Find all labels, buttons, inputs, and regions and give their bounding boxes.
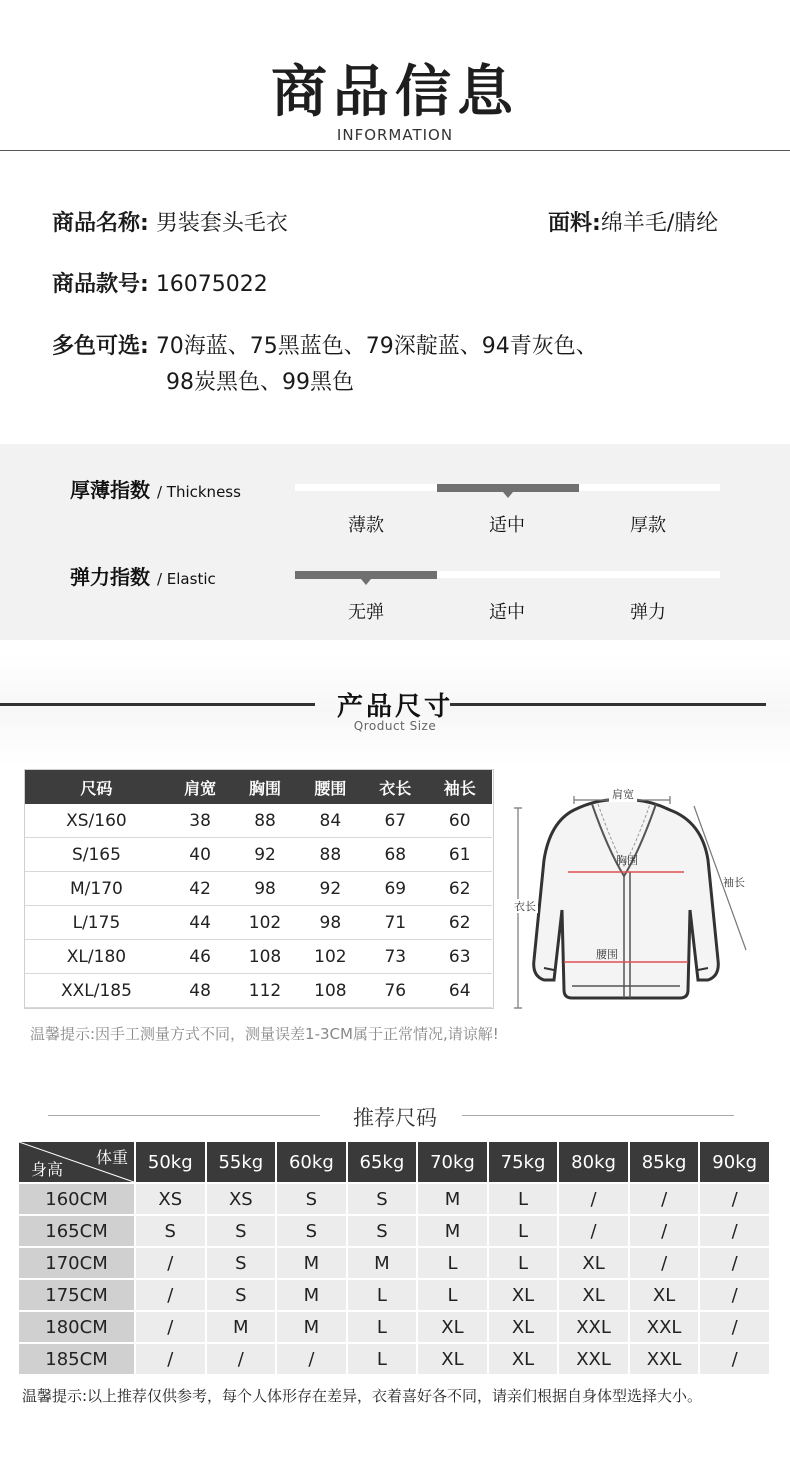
recommend-table [19, 1142, 771, 1374]
recommended-size-cell: XXL [558, 1311, 629, 1343]
height-cell: 165CM [19, 1215, 135, 1247]
recommended-size-cell: / [699, 1343, 770, 1374]
recommended-size-cell: S [347, 1215, 418, 1247]
recommended-size-cell: S [206, 1279, 277, 1311]
size-section-subtitle: Qroduct Size [353, 719, 437, 733]
recommended-size-cell: L [417, 1247, 488, 1279]
recommended-size-cell: XL [417, 1311, 488, 1343]
size-cell-waist: 98 [298, 906, 363, 940]
size-cell-length: 68 [363, 838, 427, 872]
size-table-row [25, 804, 492, 838]
size-measurement-note: 温馨提示:因手工测量方式不同，测量误差1-3CM属于正常情况,请谅解! [30, 1025, 499, 1043]
recommend-row [19, 1247, 770, 1279]
recommended-size-cell: XL [558, 1279, 629, 1311]
weight-header: 75kg [488, 1142, 559, 1183]
elastic-option-none: 无弹 [348, 602, 384, 623]
size-cell-sleeve: 64 [428, 974, 493, 1008]
recommended-size-cell: / [135, 1247, 206, 1279]
weight-header: 80kg [558, 1142, 629, 1183]
diagram-label-waist: 腰围 [596, 948, 618, 961]
height-cell: 175CM [19, 1279, 135, 1311]
size-section-title: 产品尺寸 [336, 692, 453, 722]
recommend-corner [19, 1142, 134, 1182]
size-cell-sleeve: 60 [428, 804, 493, 838]
corner-height-label: 身高 [31, 1160, 64, 1179]
size-cell-chest: 102 [232, 906, 297, 940]
recommended-size-cell: XXL [629, 1311, 700, 1343]
size-cell-length: 67 [363, 804, 427, 838]
material-value: 绵羊毛/腈纶 [600, 211, 719, 236]
recommend-row [19, 1279, 770, 1311]
elastic-title-en: / Elastic [156, 570, 216, 588]
recommended-size-cell: L [417, 1279, 488, 1311]
elastic-option-stretch: 弹力 [630, 602, 666, 623]
style-no-label: 商品款号: [52, 272, 149, 297]
header-divider [0, 150, 790, 151]
elastic-pointer [361, 579, 371, 585]
size-table-row [25, 974, 492, 1008]
recommend-header-row [19, 1142, 770, 1183]
size-cell-size: M/170 [25, 872, 168, 906]
recommended-size-cell: XL [488, 1343, 559, 1374]
page-title: 商品信息 [271, 60, 519, 125]
recommended-size-cell: M [276, 1311, 347, 1343]
recommend-line-left [48, 1115, 320, 1116]
size-cell-shoulder: 40 [168, 838, 232, 872]
size-cell-waist: 92 [298, 872, 363, 906]
recommended-size-cell: M [417, 1215, 488, 1247]
size-cell-sleeve: 63 [428, 940, 493, 974]
colors-row [52, 329, 598, 360]
thickness-indicator [437, 484, 579, 492]
recommended-size-cell: S [276, 1183, 347, 1215]
recommended-size-cell: / [699, 1311, 770, 1343]
material-label: 面料: [548, 211, 601, 236]
size-cell-sleeve: 61 [428, 838, 493, 872]
recommended-size-cell: L [488, 1215, 559, 1247]
recommended-size-cell: XS [206, 1183, 277, 1215]
size-cell-sleeve: 62 [428, 906, 493, 940]
size-header-length: 衣长 [363, 770, 427, 804]
colors-line1: 70海蓝、75黑蓝色、79深靛蓝、94青灰色、 [155, 334, 598, 359]
recommended-size-cell: L [488, 1247, 559, 1279]
thickness-option-thin: 薄款 [348, 515, 384, 536]
thickness-option-medium: 适中 [489, 515, 525, 536]
size-cell-waist: 102 [298, 940, 363, 974]
weight-header: 70kg [417, 1142, 488, 1183]
size-cell-chest: 112 [232, 974, 297, 1008]
weight-header: 65kg [347, 1142, 418, 1183]
recommended-size-cell: XL [558, 1247, 629, 1279]
recommended-size-cell: / [699, 1247, 770, 1279]
size-cell-chest: 108 [232, 940, 297, 974]
size-cell-length: 71 [363, 906, 427, 940]
elastic-option-medium: 适中 [489, 602, 525, 623]
thickness-option-thick: 厚款 [630, 515, 666, 536]
recommended-size-cell: / [135, 1311, 206, 1343]
recommended-size-cell: / [558, 1215, 629, 1247]
recommend-corner-cell [19, 1142, 135, 1183]
height-cell: 160CM [19, 1183, 135, 1215]
style-no-row [52, 267, 268, 298]
recommended-size-cell: S [206, 1247, 277, 1279]
colors-label: 多色可选: [52, 334, 149, 359]
weight-header: 55kg [206, 1142, 277, 1183]
recommended-size-cell: S [135, 1215, 206, 1247]
recommend-line-right [462, 1115, 734, 1116]
product-name-value: 男装套头毛衣 [155, 211, 288, 236]
recommended-size-cell: L [347, 1279, 418, 1311]
recommended-size-cell: M [347, 1247, 418, 1279]
recommended-size-cell: XS [135, 1183, 206, 1215]
size-cell-waist: 108 [298, 974, 363, 1008]
weight-header: 60kg [276, 1142, 347, 1183]
size-cell-shoulder: 42 [168, 872, 232, 906]
size-header-chest: 胸围 [232, 770, 297, 804]
size-cell-chest: 88 [232, 804, 297, 838]
size-header-size: 尺码 [25, 770, 168, 804]
material-row [548, 206, 718, 237]
diagram-label-length: 衣长 [514, 900, 536, 913]
size-cell-size: XXL/185 [25, 974, 168, 1008]
recommend-row [19, 1183, 770, 1215]
size-cell-shoulder: 44 [168, 906, 232, 940]
recommended-size-cell: / [558, 1183, 629, 1215]
size-cell-waist: 84 [298, 804, 363, 838]
thickness-title-cn: 厚薄指数 [70, 478, 150, 502]
recommend-row [19, 1343, 770, 1374]
weight-header: 85kg [629, 1142, 700, 1183]
elastic-title-cn: 弹力指数 [70, 565, 150, 589]
weight-header: 50kg [135, 1142, 206, 1183]
size-cell-waist: 88 [298, 838, 363, 872]
recommend-row [19, 1215, 770, 1247]
size-cell-size: S/165 [25, 838, 168, 872]
recommended-size-cell: / [629, 1183, 700, 1215]
recommended-size-cell: / [276, 1343, 347, 1374]
recommended-size-cell: XL [417, 1343, 488, 1374]
size-cell-shoulder: 38 [168, 804, 232, 838]
colors-line2: 98炭黑色、99黑色 [166, 370, 354, 395]
size-table-row [25, 838, 492, 872]
recommended-size-cell: XL [629, 1279, 700, 1311]
recommend-title: 推荐尺码 [353, 1106, 437, 1130]
elastic-title [70, 561, 216, 590]
thickness-title [70, 474, 241, 503]
size-table-row [25, 906, 492, 940]
page-subtitle: INFORMATION [336, 126, 454, 144]
recommended-size-cell: S [206, 1215, 277, 1247]
recommended-size-cell: XL [488, 1311, 559, 1343]
size-heading-line-right [450, 703, 766, 706]
corner-weight-label: 体重 [95, 1148, 128, 1167]
size-cell-length: 76 [363, 974, 427, 1008]
size-cell-shoulder: 48 [168, 974, 232, 1008]
size-header-shoulder: 肩宽 [168, 770, 232, 804]
size-cell-chest: 98 [232, 872, 297, 906]
recommended-size-cell: M [417, 1183, 488, 1215]
recommended-size-cell: / [699, 1183, 770, 1215]
size-cell-size: XS/160 [25, 804, 168, 838]
sweater-measurement-diagram [512, 780, 752, 1012]
recommended-size-cell: M [276, 1247, 347, 1279]
size-cell-chest: 92 [232, 838, 297, 872]
recommended-size-cell: XXL [558, 1343, 629, 1374]
size-heading-line-left [0, 703, 315, 706]
recommended-size-cell: L [347, 1311, 418, 1343]
product-name-label: 商品名称: [52, 211, 149, 236]
recommended-size-cell: / [629, 1215, 700, 1247]
size-cell-size: L/175 [25, 906, 168, 940]
thickness-pointer [503, 492, 513, 498]
recommended-size-cell: / [699, 1279, 770, 1311]
product-name-row [52, 206, 288, 237]
size-cell-length: 69 [363, 872, 427, 906]
recommended-size-cell: / [206, 1343, 277, 1374]
recommend-row [19, 1311, 770, 1343]
elastic-indicator [295, 571, 437, 579]
recommended-size-cell: / [699, 1215, 770, 1247]
size-cell-size: XL/180 [25, 940, 168, 974]
height-cell: 170CM [19, 1247, 135, 1279]
recommend-note: 温馨提示:以上推荐仅供参考，每个人体形存在差异，衣着喜好各不同，请亲们根据自身体型选择大小。 [22, 1387, 703, 1405]
diagram-label-shoulder: 肩宽 [612, 788, 634, 801]
weight-header: 90kg [699, 1142, 770, 1183]
size-cell-sleeve: 62 [428, 872, 493, 906]
size-table-row [25, 940, 492, 974]
size-table [25, 770, 492, 1008]
height-cell: 185CM [19, 1343, 135, 1374]
height-cell: 180CM [19, 1311, 135, 1343]
style-no-value: 16075022 [155, 272, 268, 297]
recommended-size-cell: S [276, 1215, 347, 1247]
size-table-row [25, 872, 492, 906]
size-header-sleeve: 袖长 [428, 770, 493, 804]
size-table-header-row [25, 770, 492, 804]
size-header-waist: 腰围 [298, 770, 363, 804]
size-cell-shoulder: 46 [168, 940, 232, 974]
diagram-label-chest: 胸围 [616, 854, 638, 867]
recommended-size-cell: / [135, 1343, 206, 1374]
recommended-size-cell: XXL [629, 1343, 700, 1374]
recommended-size-cell: XL [488, 1279, 559, 1311]
recommended-size-cell: / [135, 1279, 206, 1311]
recommended-size-cell: M [206, 1311, 277, 1343]
diagram-label-sleeve: 袖长 [723, 876, 745, 889]
recommended-size-cell: L [488, 1183, 559, 1215]
thickness-title-en: / Thickness [156, 483, 241, 501]
recommended-size-cell: L [347, 1343, 418, 1374]
recommended-size-cell: S [347, 1183, 418, 1215]
recommended-size-cell: / [629, 1247, 700, 1279]
size-cell-length: 73 [363, 940, 427, 974]
recommended-size-cell: M [276, 1279, 347, 1311]
